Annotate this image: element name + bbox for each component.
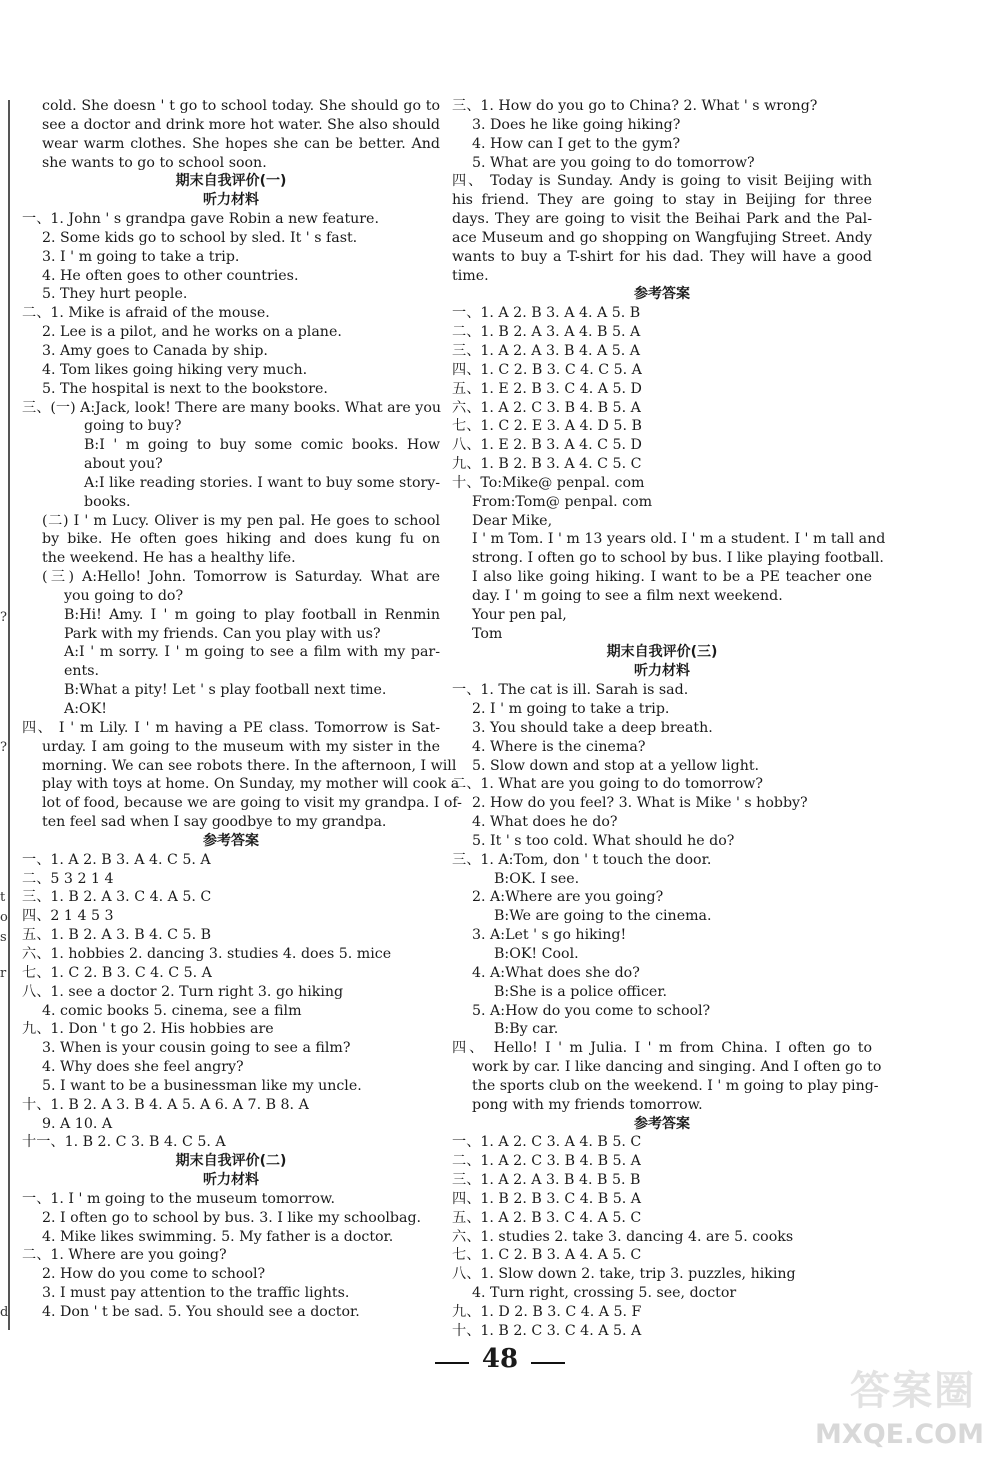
gutter-line bbox=[8, 100, 10, 1330]
bleed-char: t bbox=[0, 890, 6, 905]
text-line: 3. A:Let ' s go hiking! bbox=[472, 927, 627, 944]
text-line: 十、1. B 2. A 3. B 4. A 5. A 6. A 7. B 8. A bbox=[22, 1096, 309, 1113]
text-line: 五、1. B 2. A 3. B 4. C 5. B bbox=[22, 927, 212, 944]
text-line: 2. I often go to school by bus. 3. I like my schoolbag. bbox=[42, 1209, 422, 1226]
text-line: see a doctor and drink more hot water. She also should bbox=[42, 116, 440, 133]
text-line: (二) I ' m Lucy. Oliver is my pen pal. He goes to school bbox=[42, 512, 440, 529]
text-line: B:By car. bbox=[494, 1021, 559, 1038]
text-line: about you? bbox=[84, 456, 163, 473]
text-line: 九、1. D 2. B 3. C 4. A 5. F bbox=[452, 1304, 642, 1320]
text-line: 七、1. C 2. B 3. C 4. C 5. A bbox=[22, 964, 212, 981]
text-line: 三、1. A 2. A 3. B 4. B 5. B bbox=[452, 1172, 641, 1189]
text-line: 六、1. hobbies 2. dancing 3. studies 4. does 5. mice bbox=[22, 945, 392, 962]
text-line: 三、(一) A:Jack, look! There are many books. What are you bbox=[22, 399, 442, 416]
text-line: 七、1. C 2. E 3. A 4. D 5. B bbox=[452, 418, 642, 435]
text-line: 3. When is your cousin going to see a film? bbox=[42, 1040, 351, 1057]
bleed-char: r bbox=[0, 966, 7, 981]
watermark bbox=[800, 1359, 990, 1454]
text-line: 八、1. Slow down 2. take, trip 3. puzzles, hiking bbox=[452, 1266, 796, 1283]
text-line: 四、1. B 2. B 3. C 4. B 5. A bbox=[452, 1190, 642, 1207]
section-heading: 期末自我评价(一) bbox=[175, 173, 287, 190]
text-line: I also like going hiking. I want to be a PE teacher one bbox=[472, 569, 872, 586]
page-number-dash-right bbox=[531, 1362, 565, 1364]
text-line: 一、1. I ' m going to the museum tomorrow. bbox=[22, 1190, 335, 1207]
text-line: 二、1. Where are you going? bbox=[22, 1247, 227, 1264]
bleed-char: ? bbox=[0, 740, 7, 755]
text-line: 三、1. How do you go to China? 2. What ' s wrong? bbox=[452, 98, 818, 114]
text-line: urday. I am going to the museum with my sister in the bbox=[42, 738, 440, 755]
text-line: days. They are going to visit the Beihai Park and the Pal- bbox=[452, 211, 872, 228]
text-line: time. bbox=[452, 267, 489, 284]
text-line: 九、1. Don ' t go 2. His hobbies are bbox=[22, 1021, 274, 1038]
text-line: play with toys at home. On Sunday, my mother will cook a bbox=[42, 776, 460, 793]
text-line: 4. A:What does she do? bbox=[472, 964, 640, 981]
bleed-char: ? bbox=[0, 610, 7, 625]
text-line: books. bbox=[84, 493, 131, 510]
text-line: ace Museum and go shopping on Wangfujing Street. Andy bbox=[452, 229, 872, 246]
left-column bbox=[22, 97, 462, 1322]
text-line: 9. A 10. A bbox=[42, 1115, 113, 1132]
text-line: 一、1. A 2. B 3. A 4. A 5. B bbox=[452, 305, 641, 322]
text-line: B:Hi! Amy. I ' m going to play football in Renmin bbox=[64, 606, 440, 623]
text-line: 九、1. B 2. B 3. A 4. C 5. C bbox=[452, 456, 642, 473]
text-line: 4. He often goes to other countries. bbox=[42, 267, 299, 284]
text-line: 3. I ' m going to take a trip. bbox=[42, 248, 240, 265]
page-gutter-bleed bbox=[0, 100, 12, 1330]
text-line: his friend. They are going to stay in Beijing for three bbox=[452, 192, 872, 209]
text-line: 2. How do you come to school? bbox=[42, 1266, 266, 1283]
text-line: she wants to go to school soon. bbox=[42, 154, 267, 171]
text-line: ten feel sad when I say goodbye to my grandpa. bbox=[42, 814, 387, 831]
text-line: 5. What are you going to do tomorrow? bbox=[472, 154, 755, 171]
text-line: 5. Slow down and stop at a yellow light. bbox=[472, 757, 760, 774]
text-line: 5. It ' s too cold. What should he do? bbox=[472, 832, 735, 849]
section-heading: 参考答案 bbox=[203, 832, 259, 849]
text-line: 五、1. E 2. B 3. C 4. A 5. D bbox=[452, 380, 642, 397]
text-line: 四、 Today is Sunday. Andy is going to visit Beijing with bbox=[452, 173, 872, 190]
text-line: 四、2 1 4 5 3 bbox=[22, 908, 114, 925]
text-line: 4. Tom likes going hiking very much. bbox=[42, 361, 308, 378]
text-line: 四、 I ' m Lily. I ' m having a PE class. Tomorrow is Sat- bbox=[22, 719, 440, 736]
section-heading: 参考答案 bbox=[634, 1115, 690, 1132]
right-column bbox=[452, 97, 886, 1341]
bleed-char: s bbox=[0, 930, 7, 945]
text-line: A:I ' m sorry. I ' m going to see a film with my par- bbox=[64, 644, 440, 661]
text-line: 四、 Hello! I ' m Julia. I ' m from China. I often go to bbox=[452, 1040, 872, 1057]
section-heading: 期末自我评价(三) bbox=[606, 644, 718, 661]
text-line: 二、1. B 2. A 3. A 4. B 5. A bbox=[452, 324, 641, 341]
text-line: 4. Mike likes swimming. 5. My father is a doctor. bbox=[42, 1228, 394, 1245]
text-line: B:She is a police officer. bbox=[494, 983, 668, 1000]
text-line: 2. A:Where are you going? bbox=[472, 889, 664, 906]
text-line: 3. Does he like going hiking? bbox=[472, 116, 681, 133]
text-line: 八、1. E 2. B 3. A 4. C 5. D bbox=[452, 437, 642, 454]
watermark-logo: 答案圈 bbox=[850, 1368, 976, 1414]
text-line: 三、1. A 2. A 3. B 4. A 5. A bbox=[452, 342, 641, 359]
text-line: 5. They hurt people. bbox=[42, 286, 188, 303]
text-line: 一、1. A 2. B 3. A 4. C 5. A bbox=[22, 851, 211, 868]
text-line: pong with my friends tomorrow. bbox=[472, 1096, 703, 1113]
text-line: Dear Mike, bbox=[472, 512, 553, 529]
bleed-char: d bbox=[0, 1305, 9, 1320]
text-line: 一、1. The cat is ill. Sarah is sad. bbox=[452, 682, 689, 699]
text-line: wear warm clothes. She hopes she can be better. And bbox=[42, 135, 440, 152]
text-line: 二、5 3 2 1 4 bbox=[22, 870, 114, 887]
text-line: day. I ' m going to see a film next weekend. bbox=[472, 587, 783, 604]
section-heading: 听力材料 bbox=[203, 192, 259, 209]
text-line: 一、1. John ' s grandpa gave Robin a new feature. bbox=[22, 211, 379, 228]
text-line: 4. Where is the cinema? bbox=[472, 738, 646, 755]
text-line: 4. Why does she feel angry? bbox=[42, 1059, 244, 1076]
text-line: 十一、1. B 2. C 3. B 4. C 5. A bbox=[22, 1134, 226, 1151]
text-line: 十、To:Mike@ penpal. com bbox=[452, 474, 645, 491]
text-line: Tom bbox=[472, 625, 503, 642]
text-line: 五、1. A 2. B 3. C 4. A 5. C bbox=[452, 1209, 642, 1226]
text-line: From:Tom@ penpal. com bbox=[472, 493, 653, 510]
text-line: 4. Don ' t be sad. 5. You should see a doctor. bbox=[42, 1304, 360, 1320]
text-line: the sports club on the weekend. I ' m going to play ping- bbox=[472, 1077, 879, 1094]
text-line: 2. Lee is a pilot, and he works on a plane. bbox=[42, 324, 342, 341]
text-line: 二、1. Mike is afraid of the mouse. bbox=[22, 305, 270, 322]
text-line: 3. You should take a deep breath. bbox=[472, 719, 713, 736]
text-line: 七、1. C 2. B 3. A 4. A 5. C bbox=[452, 1247, 642, 1264]
text-line: strong. I often go to school by bus. I like playing football. bbox=[472, 550, 884, 567]
text-line: 4. comic books 5. cinema, see a film bbox=[42, 1002, 302, 1019]
text-line: lot of food, because we are going to visit my grandpa. I of- bbox=[42, 795, 462, 812]
text-line: going to buy? bbox=[84, 418, 182, 435]
text-line: 六、1. A 2. C 3. B 4. B 5. A bbox=[452, 399, 641, 416]
text-line: ents. bbox=[64, 663, 100, 680]
text-line: 四、1. C 2. B 3. C 4. C 5. A bbox=[452, 361, 642, 378]
text-line: 二、1. What are you going to do tomorrow? bbox=[452, 776, 764, 793]
text-line: 3. I must pay attention to the traffic lights. bbox=[42, 1285, 350, 1302]
text-line: B:OK! Cool. bbox=[494, 945, 579, 962]
page-number: 48 bbox=[481, 1344, 519, 1374]
text-line: 2. How do you feel? 3. What is Mike ' s hobby? bbox=[472, 795, 808, 812]
text-line: 三、1. A:Tom, don ' t touch the door. bbox=[452, 851, 712, 868]
text-line: Your pen pal, bbox=[472, 606, 567, 623]
text-line: A:OK! bbox=[64, 701, 107, 717]
text-line: you going to do? bbox=[64, 587, 184, 604]
section-heading: 期末自我评价(二) bbox=[175, 1153, 287, 1170]
page-number-dash-left bbox=[435, 1362, 469, 1364]
text-line: 5. A:How do you come to school? bbox=[472, 1002, 711, 1019]
section-heading: 听力材料 bbox=[634, 663, 690, 680]
text-line: 4. How can I get to the gym? bbox=[472, 135, 681, 152]
text-line: by bike. He often goes hiking and does kung fu on bbox=[42, 531, 440, 548]
text-line: 一、1. A 2. C 3. A 4. B 5. C bbox=[452, 1134, 642, 1151]
text-line: B:What a pity! Let ' s play football next time. bbox=[64, 682, 387, 699]
text-line: Park with my friends. Can you play with us? bbox=[64, 625, 381, 642]
text-line: 3. Amy goes to Canada by ship. bbox=[42, 342, 268, 359]
text-line: 4. Turn right, crossing 5. see, doctor bbox=[472, 1285, 737, 1302]
text-line: 十、1. B 2. C 3. C 4. A 5. A bbox=[452, 1322, 642, 1339]
text-line: 八、1. see a doctor 2. Turn right 3. go hiking bbox=[22, 983, 344, 1000]
text-line: the weekend. He has a healthy life. bbox=[42, 550, 296, 567]
text-line: 二、1. A 2. C 3. B 4. B 5. A bbox=[452, 1153, 641, 1170]
text-line: 六、1. studies 2. take 3. dancing 4. are 5. cooks bbox=[452, 1228, 794, 1245]
text-line: A:I like reading stories. I want to buy some story- bbox=[84, 474, 441, 491]
text-line: 5. I want to be a businessman like my uncle. bbox=[42, 1077, 362, 1094]
bleed-char: o bbox=[0, 910, 8, 925]
section-heading: 听力材料 bbox=[203, 1172, 259, 1189]
text-line: 5. The hospital is next to the bookstore. bbox=[42, 380, 328, 397]
text-line: B:We are going to the cinema. bbox=[494, 908, 712, 925]
text-line: work by car. I like dancing and singing. And I often go to bbox=[472, 1059, 882, 1076]
text-line: (三) A:Hello! John. Tomorrow is Saturday. What are bbox=[42, 569, 440, 586]
text-line: 2. I ' m going to take a trip. bbox=[472, 701, 670, 717]
text-line: B:OK. I see. bbox=[494, 870, 580, 887]
text-line: 4. What does he do? bbox=[472, 814, 618, 831]
watermark-url: MXQE.COM bbox=[815, 1419, 984, 1450]
text-line: 2. Some kids go to school by sled. It ' s fast. bbox=[42, 229, 358, 246]
text-line: I ' m Tom. I ' m 13 years old. I ' m a student. I ' m tall and bbox=[472, 531, 886, 548]
text-line: cold. She doesn ' t go to school today. She should go to bbox=[42, 98, 440, 114]
text-line: wants to buy a T-shirt for his dad. They will have a good bbox=[452, 248, 872, 265]
section-heading: 参考答案 bbox=[634, 286, 690, 303]
text-line: B:I ' m going to buy some comic books. How bbox=[84, 437, 440, 454]
text-line: 三、1. B 2. A 3. C 4. A 5. C bbox=[22, 889, 212, 906]
text-line: morning. We can see robots there. In the afternoon, I will bbox=[42, 757, 457, 774]
